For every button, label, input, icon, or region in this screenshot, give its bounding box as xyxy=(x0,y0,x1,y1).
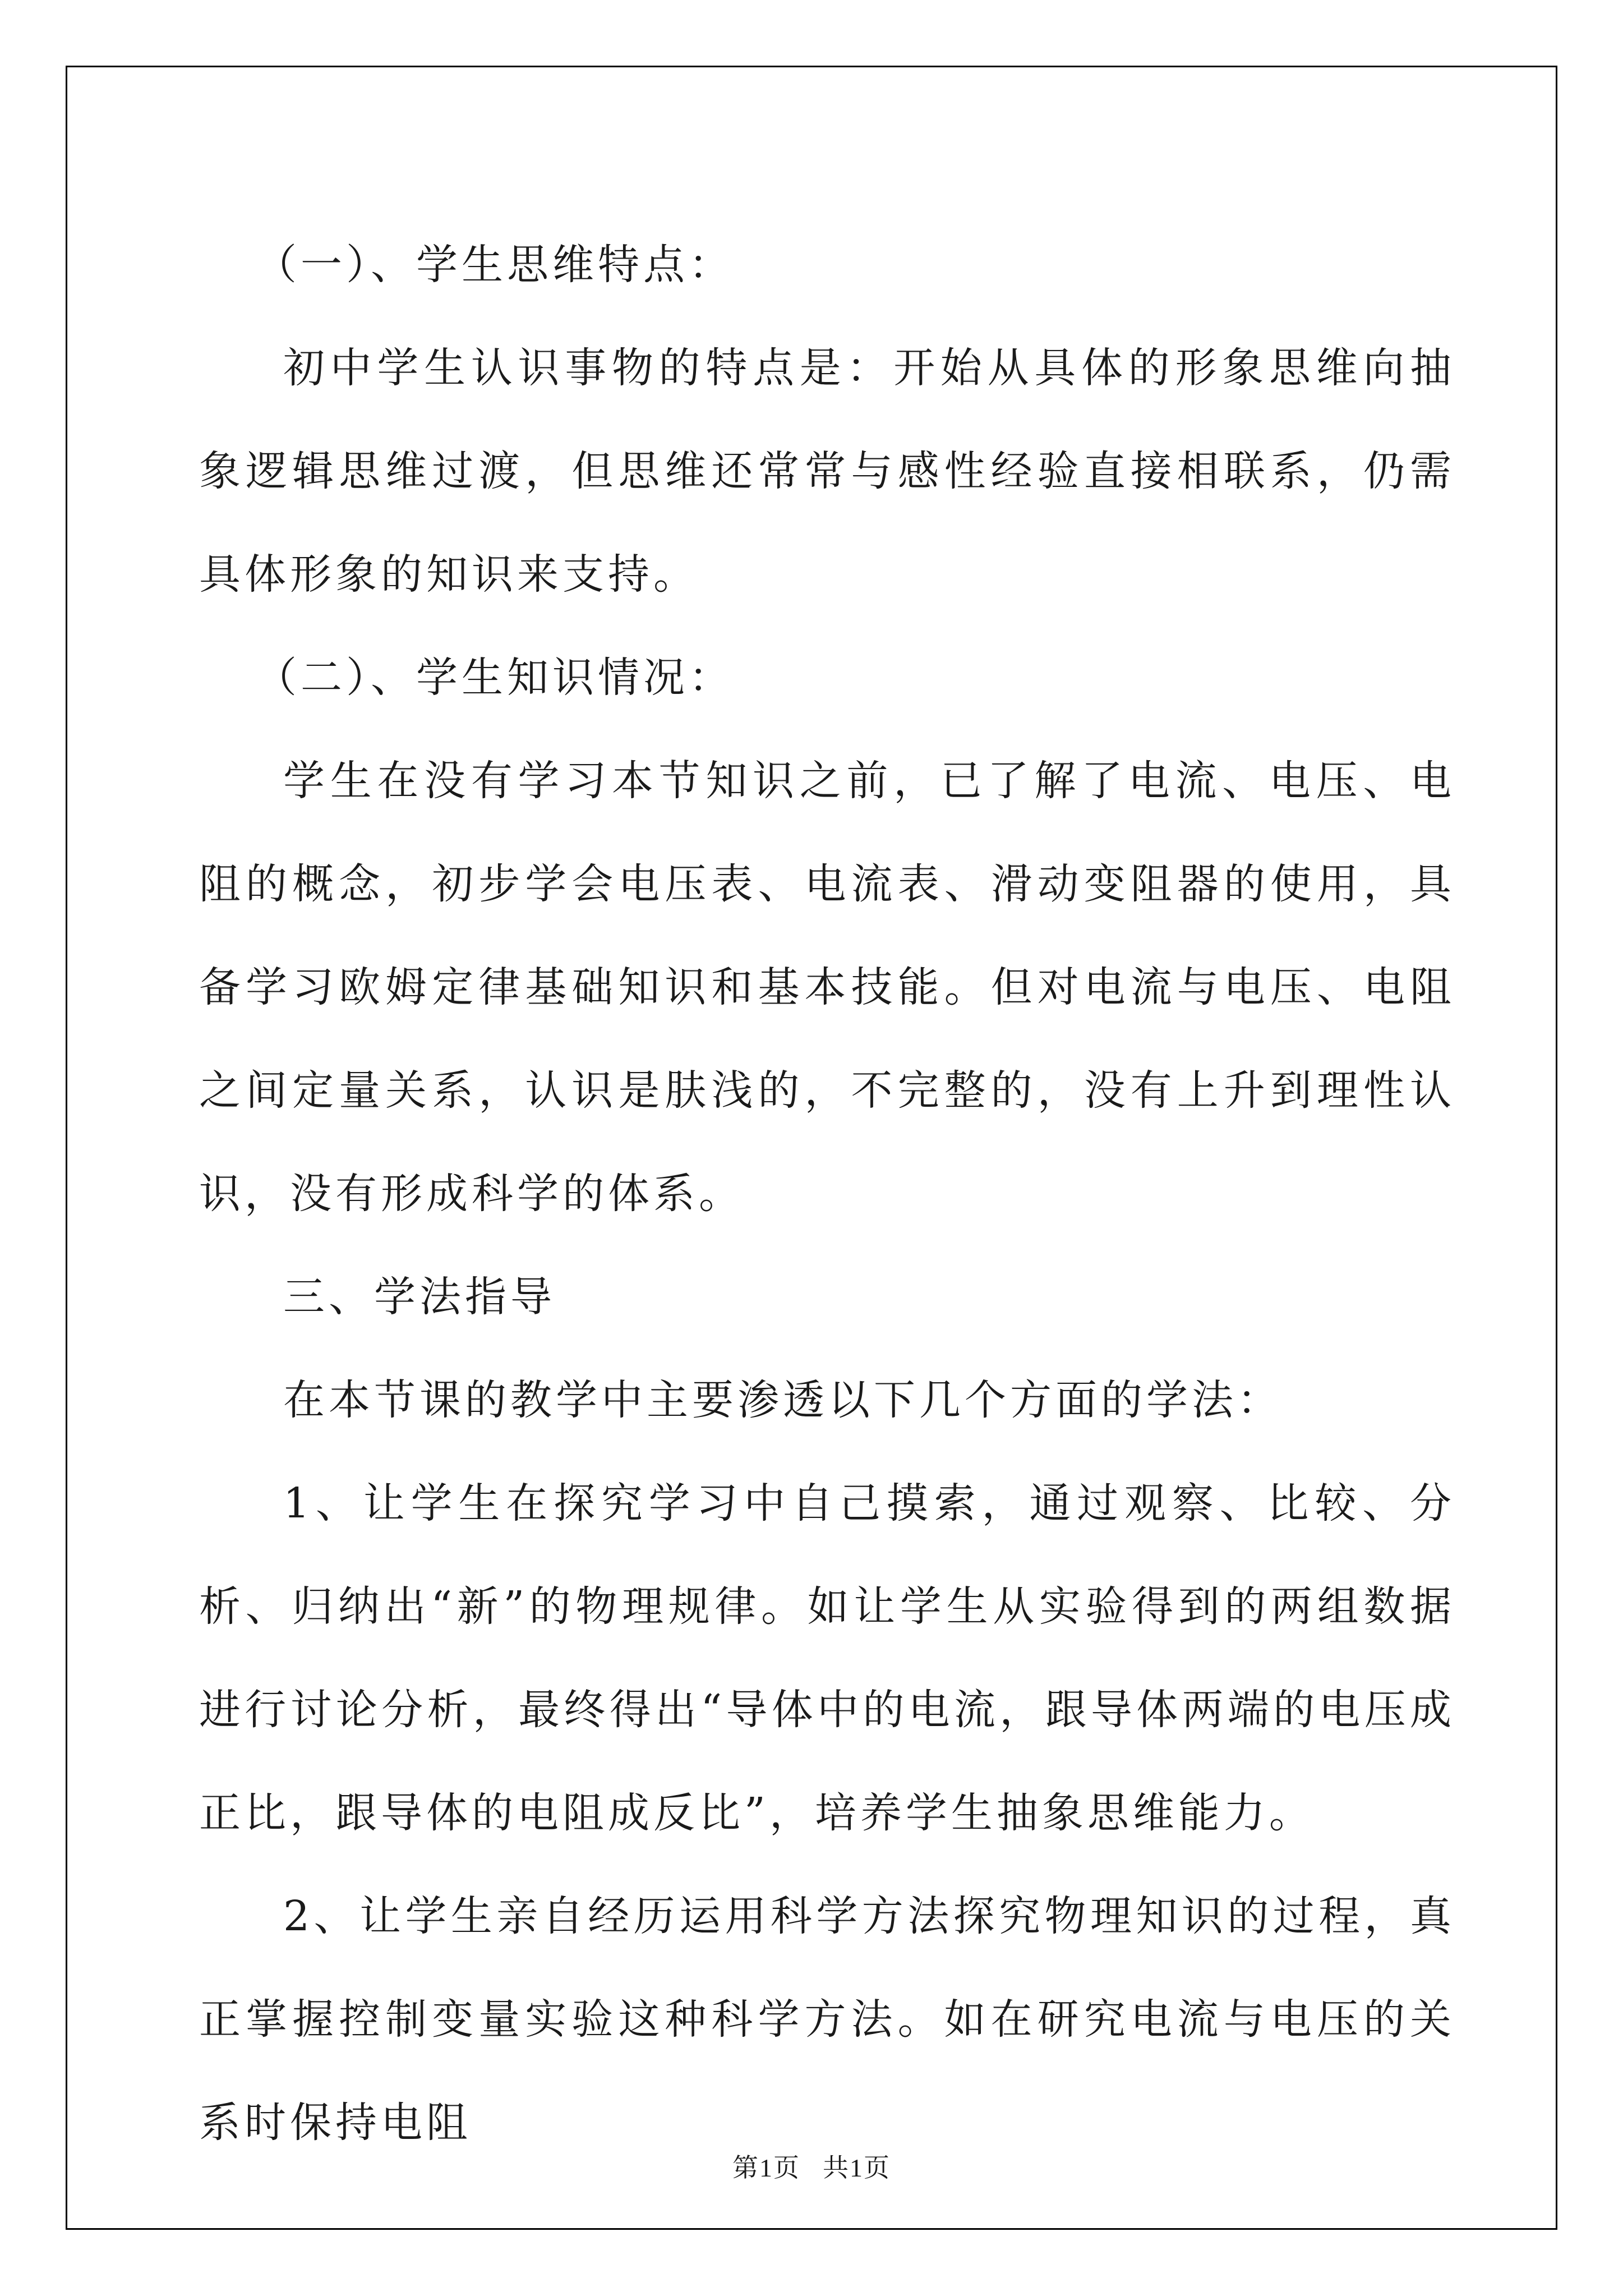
page-footer xyxy=(0,2147,1623,2184)
page-number: 第1页 xyxy=(732,2154,800,2182)
paragraph-heading-knowledge: （二）、学生知识情况： xyxy=(255,654,734,702)
paragraph-knowledge-status: 学生在没有学习本节知识之前，已了解了电流、电压、电阻的概念，初步学会电压表、电流表、滑动变阻器的使用，具备学习欧姆定律基础知识和基本技能。但对电流与电压、电阻之间定量关系，认识是肤浅的，不完整的，没有上升到理性认识，没有形成科学的体系。 xyxy=(199,757,1455,1218)
page-total: 共1页 xyxy=(823,2154,891,2182)
paragraph-heading-thinking: （一）、学生思维特点： xyxy=(255,241,734,289)
paragraph-study-method-intro: 在本节课的教学中主要渗透以下几个方面的学法： xyxy=(283,1376,1283,1424)
paragraph-thinking-features: 初中学生认识事物的特点是：开始从具体的形象思维向抽象逻辑思维过渡，但思维还常常与感性经验直接相联系，仍需具体形象的知识来支持。 xyxy=(199,344,1455,599)
document-body xyxy=(199,213,1455,2174)
paragraph-method-1: 1、让学生在探究学习中自己摸索，通过观察、比较、分析、归纳出“新”的物理规律。如让学生从实验得到的两组数据进行讨论分析，最终得出“导体中的电流，跟导体两端的电压成正比，跟导体的电阻成反比”，培养学生抽象思维能力。 xyxy=(199,1479,1455,1837)
paragraph-heading-study-method: 三、学法指导 xyxy=(283,1273,556,1321)
paragraph-method-2: 2、让学生亲自经历运用科学方法探究物理知识的过程，真正掌握控制变量实验这种科学方法。如在研究电流与电压的关系时保持电阻 xyxy=(199,1892,1455,2147)
